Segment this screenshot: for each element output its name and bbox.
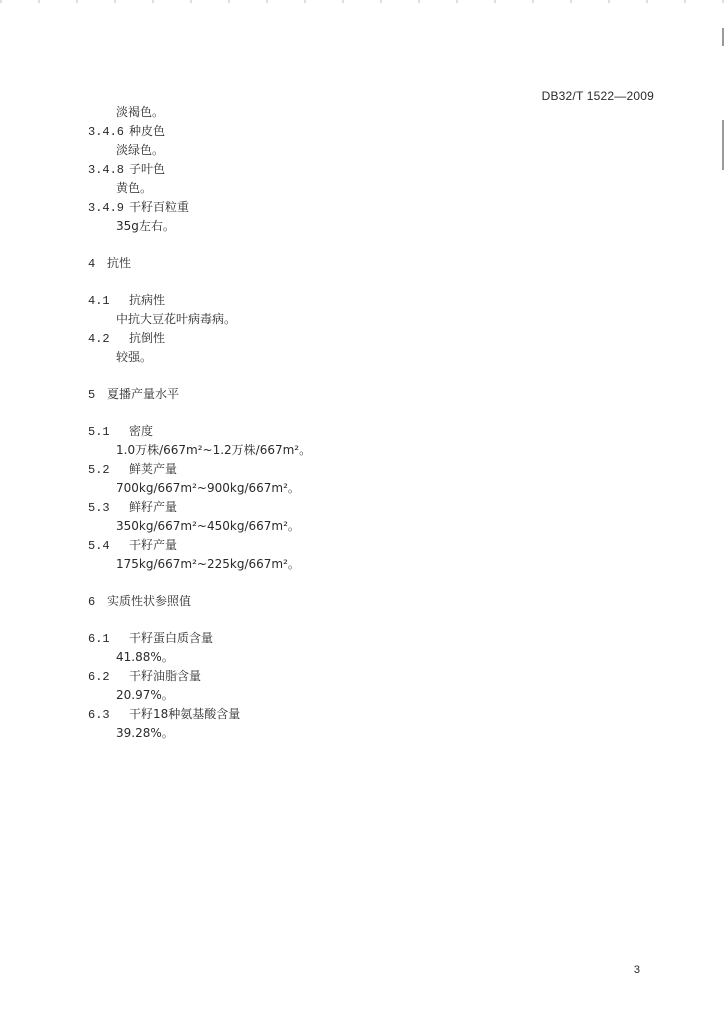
subsection-heading <box>88 460 648 479</box>
clause-number: 3.4.8 <box>88 163 125 177</box>
clause-number: 5.2 <box>88 463 110 477</box>
body-text: 350kg/667m²~450kg/667m²。 <box>116 519 300 533</box>
body-text: 20.97%。 <box>116 688 174 702</box>
clause-number: 4.2 <box>88 332 110 346</box>
body-text: 1.0万株/667m²~1.2万株/667m²。 <box>116 443 312 457</box>
clause-number: 5 <box>88 388 96 402</box>
subsection-heading <box>88 291 648 310</box>
clause-title: 密度 <box>129 424 154 438</box>
scan-top-border <box>0 0 724 3</box>
section-spacer <box>88 404 648 422</box>
clause-number: 3.4.6 <box>88 125 125 139</box>
body-text: 35g左右。 <box>116 219 175 233</box>
subsection-heading <box>88 160 648 179</box>
standard-code: DB32/T 1522—2009 <box>541 89 654 103</box>
clause-title: 抗性 <box>107 256 132 270</box>
section-heading <box>88 385 648 404</box>
clause-number: 4 <box>88 257 96 271</box>
subsection-heading <box>88 329 648 348</box>
clause-number: 6 <box>88 595 96 609</box>
clause-title: 鲜籽产量 <box>129 500 178 514</box>
section-spacer <box>88 236 648 254</box>
subsection-heading <box>88 705 648 724</box>
clause-title: 实质性状参照值 <box>107 594 192 608</box>
body-text: 较强。 <box>116 350 153 364</box>
body-text: 39.28%。 <box>116 726 174 740</box>
body-text: 175kg/667m²~225kg/667m²。 <box>116 557 300 571</box>
subsection-heading <box>88 629 648 648</box>
clause-number: 6.1 <box>88 632 110 646</box>
clause-title: 子叶色 <box>129 162 166 176</box>
document-body <box>88 103 648 743</box>
clause-number: 6.3 <box>88 708 110 722</box>
subsection-heading <box>88 198 648 217</box>
clause-number: 5.4 <box>88 539 110 553</box>
section-spacer <box>88 273 648 291</box>
body-text: 中抗大豆花叶病毒病。 <box>116 312 237 326</box>
body-text: 黄色。 <box>116 181 153 195</box>
body-text: 淡绿色。 <box>116 143 165 157</box>
clause-number: 4.1 <box>88 294 110 308</box>
clause-title: 夏播产量水平 <box>107 387 180 401</box>
clause-title: 抗倒性 <box>129 331 166 345</box>
clause-number: 6.2 <box>88 670 110 684</box>
subsection-heading <box>88 667 648 686</box>
section-heading <box>88 254 648 273</box>
clause-title: 干籽产量 <box>129 538 178 552</box>
clause-number: 5.3 <box>88 501 110 515</box>
clause-number: 3.4.9 <box>88 201 125 215</box>
clause-title: 干籽蛋白质含量 <box>129 631 214 645</box>
clause-title: 鲜荚产量 <box>129 462 178 476</box>
section-heading <box>88 592 648 611</box>
subsection-heading <box>88 536 648 555</box>
section-spacer <box>88 611 648 629</box>
clause-title: 抗病性 <box>129 293 166 307</box>
body-text: 41.88%。 <box>116 650 174 664</box>
subsection-heading <box>88 422 648 441</box>
subsection-heading <box>88 498 648 517</box>
clause-title: 干籽油脂含量 <box>129 669 202 683</box>
body-text: 700kg/667m²~900kg/667m²。 <box>116 481 300 495</box>
subsection-heading <box>88 122 648 141</box>
clause-title: 干籽18种氨基酸含量 <box>129 707 241 721</box>
clause-title: 干籽百粒重 <box>129 200 190 214</box>
section-spacer <box>88 574 648 592</box>
section-spacer <box>88 367 648 385</box>
clause-title: 种皮色 <box>129 124 166 138</box>
body-text: 淡褐色。 <box>116 105 165 119</box>
page-number: 3 <box>633 964 640 976</box>
clause-number: 5.1 <box>88 425 110 439</box>
